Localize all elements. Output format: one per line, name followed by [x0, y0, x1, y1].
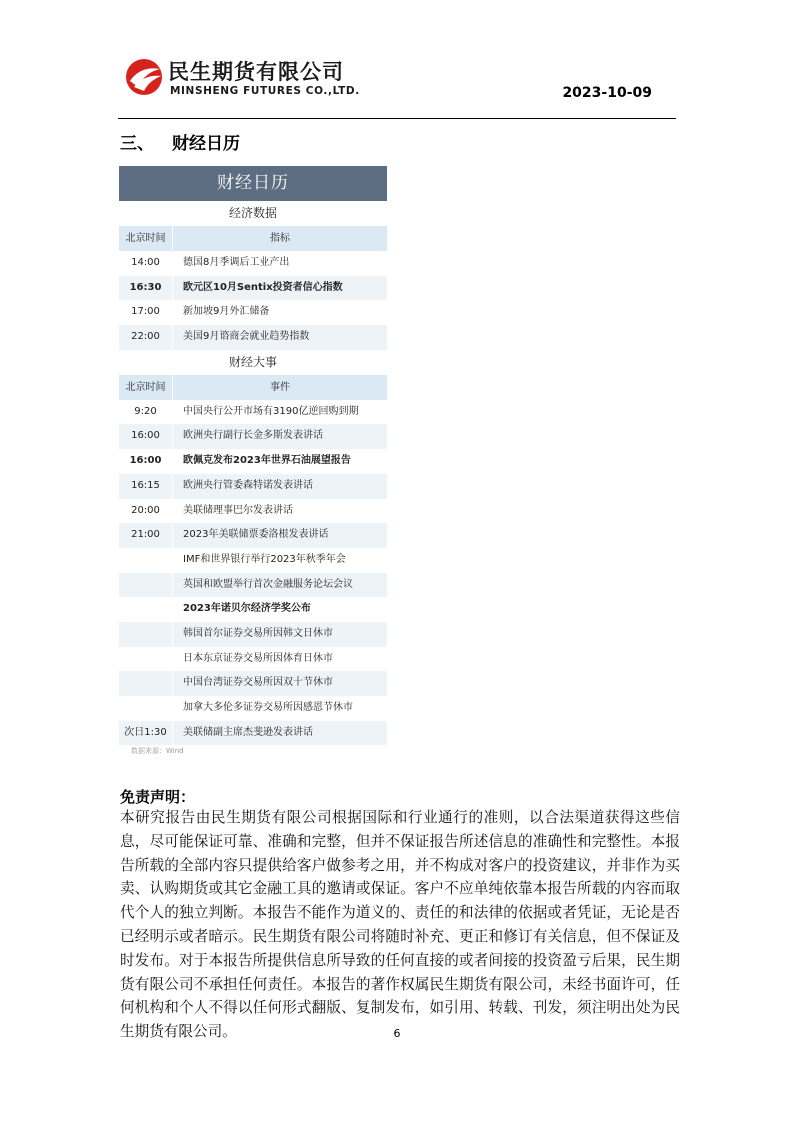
row-time: 22:00: [119, 325, 173, 350]
table-row: [119, 499, 387, 524]
data-source: 数据来源：Wind: [131, 747, 184, 756]
row-time: 21:00: [119, 523, 173, 548]
row-text: 2023年诺贝尔经济学奖公布: [183, 603, 311, 615]
row-text: 美联储副主席杰斐逊发表讲话: [183, 726, 313, 738]
table-row: [119, 449, 387, 474]
table-row: [119, 622, 387, 647]
col-indicator-header: 指标: [270, 233, 290, 244]
table-row: [119, 400, 387, 425]
report-date: 2023-10-09: [562, 85, 652, 101]
economic-column-header: [119, 226, 387, 251]
company-name-cn: 民生期货有限公司: [168, 60, 344, 84]
row-text: 日本东京证券交易所因体育日休市: [183, 652, 333, 664]
events-column-header: [119, 375, 387, 400]
col-time-header: 北京时间: [119, 226, 173, 251]
row-text: 德国8月季调后工业产出: [183, 257, 290, 268]
events-heading: 财经大事: [119, 350, 387, 375]
row-text: 英国和欧盟举行首次金融服务论坛会议: [183, 578, 353, 590]
col-event-header: 事件: [270, 381, 290, 393]
minsheng-logo-icon: [124, 57, 164, 97]
page-number: 6: [393, 1027, 401, 1040]
row-time: [119, 622, 173, 647]
row-text: IMF和世界银行举行2023年秋季年会: [183, 553, 346, 565]
disclaimer-body: 本研究报告由民生期货有限公司根据国际和行业通行的准则，以合法渠道获得这些信息，尽可能保证可靠、准确和完整，但并不保证报告所述信息的准确性和完整性。本报告所载的全部内容只提供给客户做参考之用，并不构成对客户的投资建议，并非作为买卖、认购期货或其它金融工具的邀请或保证。客户不应单纯依靠本报告所载的内容而取代个人的独立判断。本报告不能作为道义的、责任的和法律的依据或者凭证，无论是否已经明示或者暗示。民生期货有限公司将随时补充、更正和修订有关信息，但不保证及时发布。对于本报告所提供信息所导致的任何直接的或者间接的投资盈亏后果，民生期货有限公司不承担任何责任。本报告的著作权属民生期货有限公司，未经书面许可，任何机构和个人不得以任何形式翻版、复制发布，如引用、转载、刊发，须注明出处为民生期货有限公司。: [120, 809, 680, 1041]
table-row: [119, 671, 387, 696]
row-time: 16:00: [119, 449, 173, 474]
table-row: [119, 276, 387, 301]
company-name-en: MINSHENG FUTURES CO.,LTD.: [170, 85, 360, 97]
table-row: [119, 696, 387, 721]
event-rows: [119, 400, 387, 746]
table-row: [119, 325, 387, 350]
calendar-title: 财经日历: [119, 166, 387, 201]
economic-data-heading: 经济数据: [119, 201, 387, 226]
row-text: 美国9月谘商会就业趋势指数: [183, 331, 310, 343]
table-row: [119, 548, 387, 573]
row-time: 16:15: [119, 474, 173, 499]
row-text: 2023年美联储票委洛根发表讲话: [183, 529, 329, 541]
header-divider: [118, 118, 676, 119]
row-time: 17:00: [119, 300, 173, 325]
table-row: [119, 647, 387, 672]
row-text: 韩国首尔证券交易所因韩文日休市: [183, 627, 333, 639]
table-row: [119, 597, 387, 622]
table-row: [119, 573, 387, 598]
row-text: 欧洲央行副行长金多斯发表讲话: [183, 430, 323, 442]
row-text: 新加坡9月外汇储备: [183, 306, 270, 318]
section-number: 三、: [120, 134, 154, 154]
row-time: [119, 696, 173, 721]
row-text: 中国台湾证券交易所因双十节休市: [183, 677, 333, 689]
row-time: 20:00: [119, 499, 173, 524]
row-text: 中国央行公开市场有3190亿逆回购到期: [183, 405, 359, 417]
row-text: 欧佩克发布2023年世界石油展望报告: [183, 455, 351, 467]
section-title: 财经日历: [172, 134, 240, 154]
row-text: 欧元区10月Sentix投资者信心指数: [183, 281, 343, 293]
financial-calendar: [119, 166, 387, 757]
row-time: 9:20: [119, 400, 173, 425]
row-time: [119, 671, 173, 696]
row-time: [119, 548, 173, 573]
row-time: 16:00: [119, 424, 173, 449]
table-row: [119, 474, 387, 499]
row-text: 欧洲央行管委森特诺发表讲话: [183, 479, 313, 491]
col-time-header: 北京时间: [119, 375, 173, 400]
table-row: [119, 721, 387, 746]
row-time: [119, 647, 173, 672]
row-time: 16:30: [119, 276, 173, 301]
table-row: [119, 523, 387, 548]
table-row: [119, 424, 387, 449]
section-heading: [120, 129, 240, 154]
economic-rows: [119, 251, 387, 350]
row-time: [119, 597, 173, 622]
table-row: [119, 251, 387, 276]
row-time: 次日1:30: [119, 721, 173, 746]
row-time: [119, 573, 173, 598]
table-row: [119, 300, 387, 325]
row-text: 加拿大多伦多证券交易所因感恩节休市: [183, 702, 353, 713]
company-logo: [124, 55, 364, 105]
row-text: 美联储理事巴尔发表讲话: [183, 504, 293, 516]
row-time: 14:00: [119, 251, 173, 276]
disclaimer-title: 免责声明：: [120, 788, 196, 806]
